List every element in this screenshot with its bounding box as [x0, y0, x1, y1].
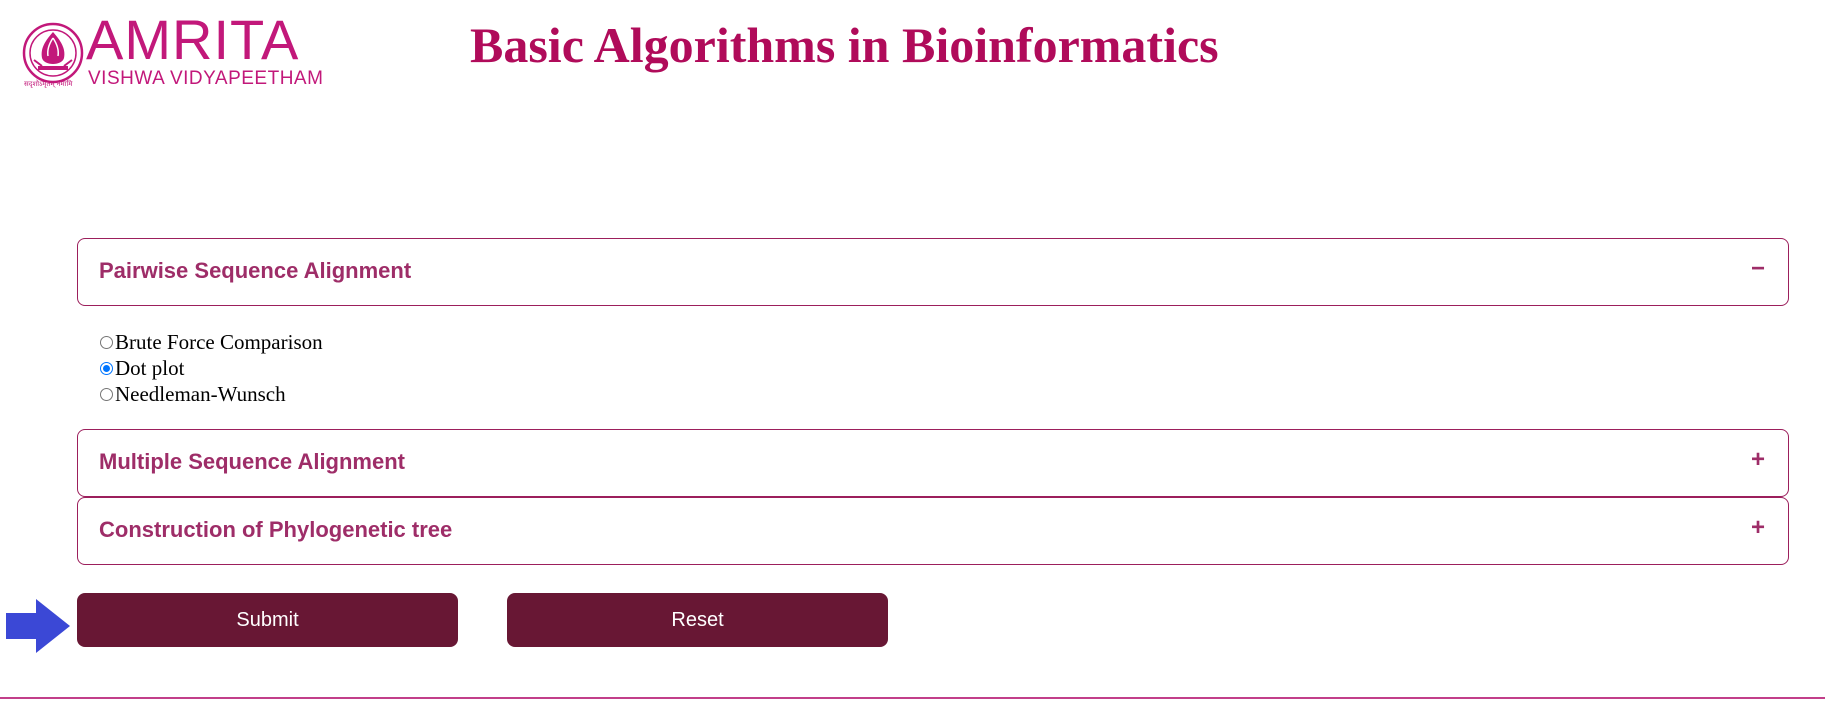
logo-name: AMRITA [86, 8, 300, 71]
option-label: Brute Force Comparison [115, 329, 323, 354]
arrow-right-icon [4, 597, 72, 655]
header [0, 0, 1825, 100]
page-title: Basic Algorithms in Bioinformatics [470, 17, 1219, 73]
footer-divider [0, 697, 1825, 699]
option-label: Dot plot [115, 355, 185, 380]
accordion-title: Pairwise Sequence Alignment [99, 258, 412, 283]
logo-tagline: सदृशोऽमृतम् नमामि [24, 81, 73, 88]
logo-subtitle: VISHWA VIDYAPEETHAM [88, 68, 324, 89]
option-label: Needleman-Wunsch [115, 381, 286, 406]
radio-brute-force[interactable] [100, 336, 113, 349]
accordion-pairwise-sequence-alignment[interactable] [77, 238, 1789, 306]
collapse-icon[interactable]: − [1750, 255, 1765, 282]
amrita-logo[interactable] [22, 8, 357, 90]
pairwise-options [100, 329, 323, 407]
accordion-title: Multiple Sequence Alignment [99, 449, 405, 474]
accordion-multiple-sequence-alignment[interactable] [77, 429, 1789, 497]
option-needleman-wunsch[interactable] [100, 381, 323, 407]
amrita-emblem-icon [22, 22, 84, 84]
option-brute-force-comparison[interactable] [100, 329, 323, 355]
expand-icon[interactable]: + [1750, 514, 1765, 541]
radio-needleman-wunsch[interactable] [100, 388, 113, 401]
option-dot-plot[interactable] [100, 355, 323, 381]
expand-icon[interactable]: + [1750, 446, 1765, 473]
radio-dot-plot[interactable] [100, 362, 113, 375]
accordion-construction-of-phylogenetic-tree[interactable] [77, 497, 1789, 565]
submit-button[interactable]: Submit [77, 593, 458, 647]
accordion-title: Construction of Phylogenetic tree [99, 517, 453, 542]
reset-button[interactable]: Reset [507, 593, 888, 647]
